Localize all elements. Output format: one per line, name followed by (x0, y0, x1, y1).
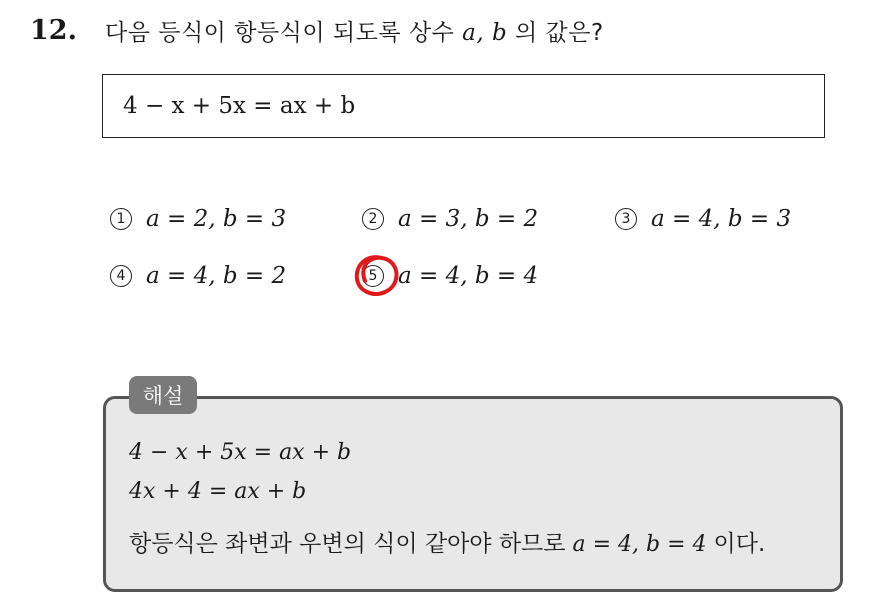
question-prompt-end: 의 값은? (515, 19, 604, 46)
choice-expression: a = 4, b = 4 (398, 263, 539, 289)
question-text (105, 14, 604, 47)
choice-expression: a = 4, b = 2 (146, 263, 287, 289)
choice-number: 1 (110, 208, 132, 230)
question-var-a: a, (462, 19, 485, 46)
choice-expression: a = 2, b = 3 (146, 206, 287, 232)
choice-3[interactable] (615, 203, 791, 235)
choice-number: 3 (615, 208, 637, 230)
equation-text: 4 − x + 5x = ax + b (123, 93, 356, 119)
choice-number: 4 (110, 265, 132, 287)
choice-4[interactable] (110, 260, 286, 292)
choice-expression: a = 4, b = 3 (651, 206, 792, 232)
choice-number: 5 (362, 265, 384, 287)
choice-5[interactable] (362, 260, 538, 292)
solution-line-3-end: 이다. (713, 531, 766, 557)
choice-1[interactable] (110, 203, 286, 235)
solution-line-1: 4 − x + 5x = ax + b (129, 440, 352, 465)
solution-tag: 해설 (129, 376, 197, 414)
equation-box (102, 74, 825, 138)
solution-line-3-text: 항등식은 좌변과 우변의 식이 같아야 하므로 (129, 531, 566, 557)
solution-line-3-math: a = 4, b = 4 (572, 532, 707, 557)
solution-line-2: 4x + 4 = ax + b (129, 479, 307, 504)
choice-number: 2 (362, 208, 384, 230)
choice-expression: a = 3, b = 2 (398, 206, 539, 232)
question-header (30, 10, 604, 50)
question-number: 12. (30, 14, 77, 46)
question-prompt: 다음 등식이 항등식이 되도록 상수 (105, 19, 455, 46)
choice-2[interactable] (362, 203, 538, 235)
solution-line-3 (129, 525, 765, 558)
question-var-b: b (491, 19, 508, 46)
